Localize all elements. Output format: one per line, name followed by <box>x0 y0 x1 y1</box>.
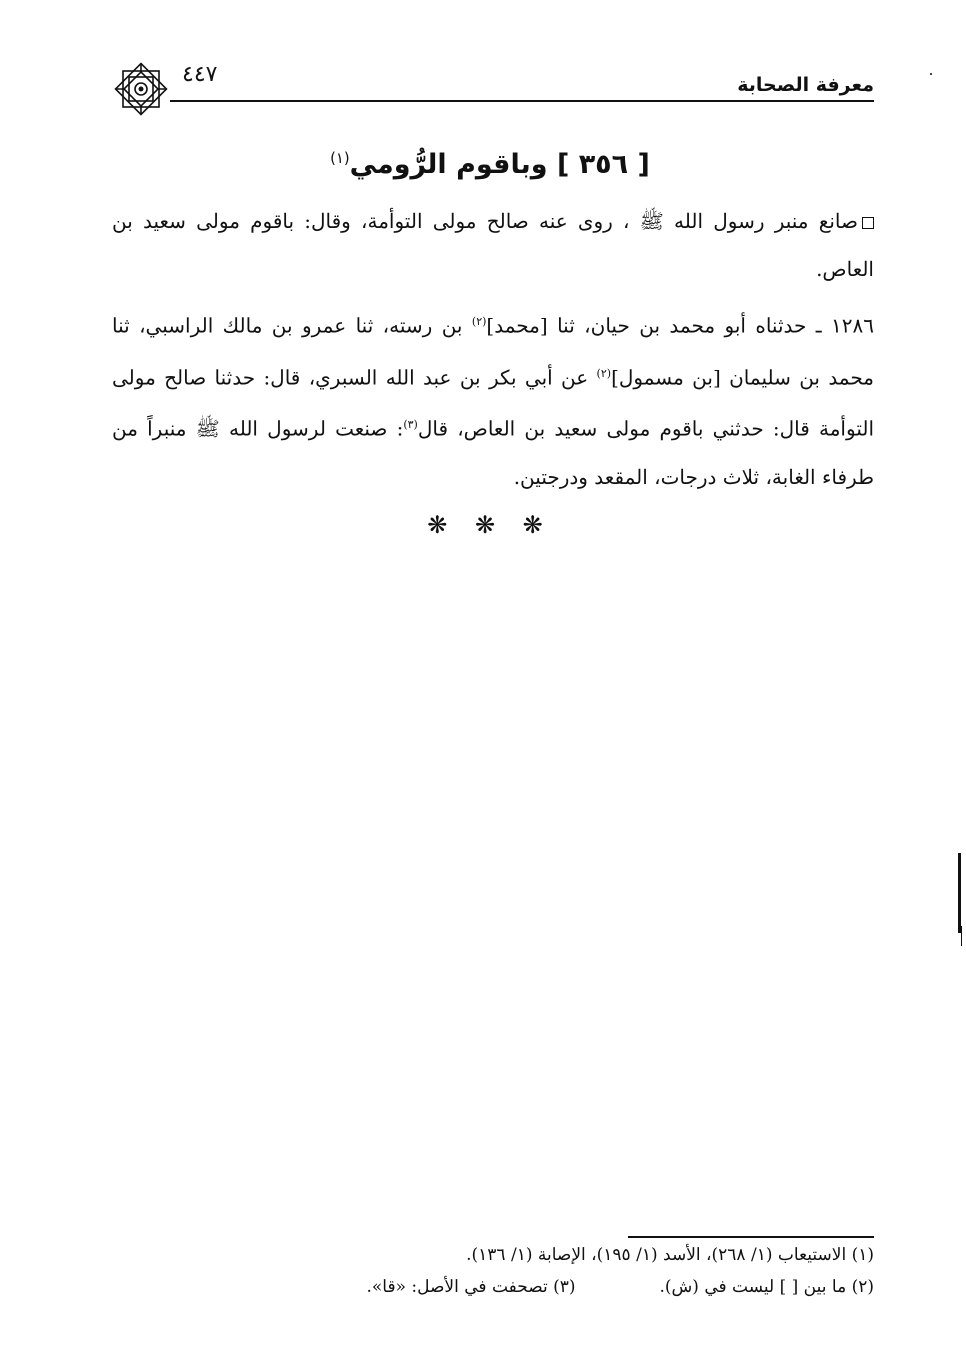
footnote-ref-2b: (٢) <box>596 366 612 380</box>
footnotes <box>112 1239 874 1303</box>
entry-bracket-open: [ <box>637 149 650 180</box>
page-number: ٤٤٧ <box>182 62 218 87</box>
footnote-1: (١) الاستيعاب (١/ ٢٦٨)، الأسد (١/ ١٩٥)، الإصابة (١/ ١٣٦). <box>466 1245 874 1265</box>
scan-artifact <box>958 853 961 933</box>
intro-text: صانع منبر رسول الله ﷺ ، روى عنه صالح مولى التوأمة، وقال: باقوم مولى سعيد بن العاص. <box>112 209 874 281</box>
footnote-ref-3: (٣) <box>403 418 418 432</box>
footnote-line-1 <box>112 1239 874 1271</box>
hadith-text-2: بن رسته، ثنا عمرو بن مالك الراسبي، ثنا محمد بن سليمان [بن مسمول] <box>112 313 874 390</box>
hadith-text-3: عن أبي بكر بن عبد الله السبري، قال: حدثنا صالح مولى التوأمة قال: حدثني باقوم مولى سعيد بن العاص، قال <box>112 365 875 441</box>
header-rule <box>170 100 874 102</box>
entry-title <box>110 136 870 187</box>
entry-number: ٣٥٦ <box>578 149 629 180</box>
square-bullet-icon <box>862 217 874 229</box>
footnote-ref-2a: (٢) <box>471 315 487 328</box>
hadith-text-4: : صنعت لرسول الله ﷺ منبراً من طرفاء الغابة، ثلاث درجات، المقعد ودرجتين. <box>112 416 874 489</box>
running-header <box>112 60 874 130</box>
footnote-rule <box>628 1236 874 1238</box>
footnote-line-2 <box>112 1271 874 1303</box>
intro-paragraph <box>112 197 874 293</box>
hadith-text-1: ١٢٨٦ ـ حدثناه أبو محمد بن حيان، ثنا [محمد] <box>486 313 874 338</box>
scan-artifact <box>961 926 962 946</box>
footnote-2: (٢) ما بين [ ] ليست في (ش). <box>659 1277 874 1297</box>
book-title: معرفة الصحابة <box>737 74 874 96</box>
section-separator: ❋ ❋ ❋ <box>427 511 553 539</box>
footnote-3: (٣) تصحفت في الأصل: «قا». <box>366 1277 576 1297</box>
entry-bracket-close: ] <box>556 149 570 180</box>
entry-footnote-ref: (١) <box>330 149 350 167</box>
rosette-icon <box>112 60 170 118</box>
entry-name: وباقوم الرُّومي <box>349 149 548 180</box>
scan-speck <box>930 73 932 75</box>
hadith-paragraph <box>112 298 874 501</box>
